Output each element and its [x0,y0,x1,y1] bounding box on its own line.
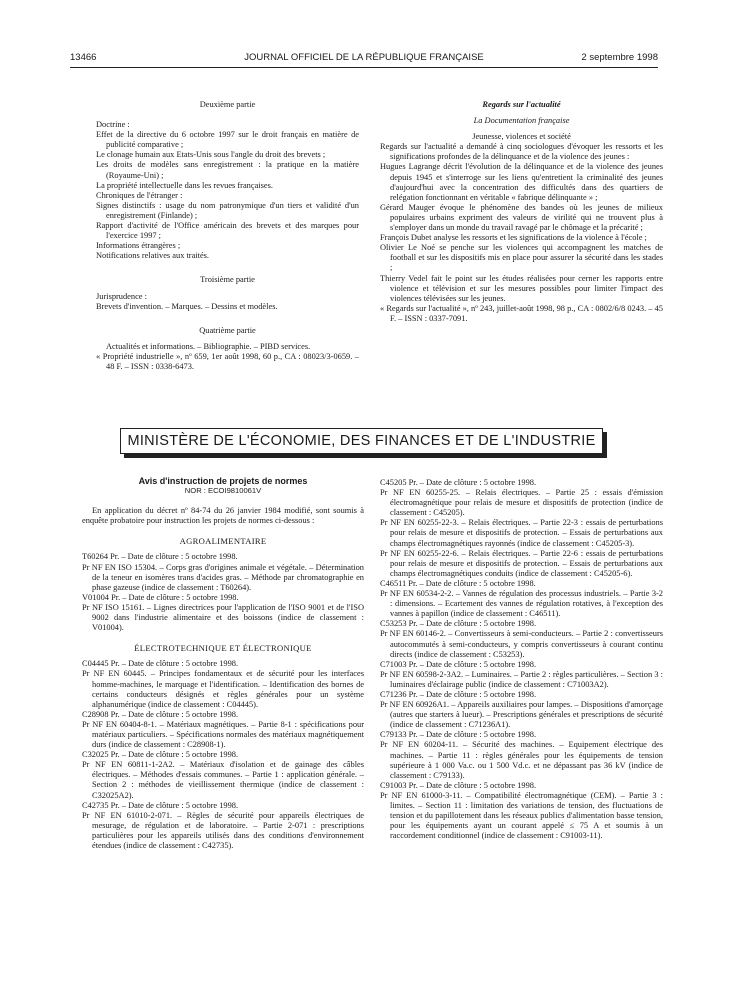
avis-intro: En application du décret nº 84-74 du 26 janvier 1984 modifié, sont soumis à enquête probatoire pour instruction les projets de normes ci-dessous : [82,506,364,526]
list-item: C71003 Pr. – Date de clôture : 5 octobre 1998. [380,659,537,669]
list-item: Pr NF EN 60445. – Principes fondamentaux et de sécurité pour les interfaces homme-machines, le marquage et l'identification. – Identification des bornes de certains conducteurs désignés et règles générales pour un système alphanumérique (indice de classement : C04445). [82,669,364,709]
list-item: C79133 Pr. – Date de clôture : 5 octobre 1998. [380,730,537,740]
list-item: T60264 Pr. – Date de clôture : 5 octobre 1998. [82,552,238,562]
ministry-banner [120,428,607,458]
list-item: Signes distinctifs : usage du nom patronymique d'un tiers et validité d'un enregistrement (Finlande) ; [96,200,359,220]
list-item: C53253 Pr. – Date de clôture : 5 octobre 1998. [380,619,537,629]
paragraph: Gérard Mauger évoque le phénomène des bandes où les jeunes de milieux populaires urbains expriment des valeurs de virilité qui ne trouvent plus à s'employer dans un monde du travail ravagé par le chômage et la précarité ; [380,202,663,233]
topic: Jeunesse, violences et société [472,132,571,142]
page-number: 13466 [70,52,97,63]
list-item: Pr NF EN 61010-2-071. – Règles de sécurité pour appareils électriques de mesurage, de régulation et de laboratoire. – Partie 2-071 : prescriptions particulières pour les appareils utilisés dans des conditions d'environnement étendues (indice de classement : C42735). [82,810,364,850]
publisher: La Documentation française [473,116,570,126]
journal-title: JOURNAL OFFICIEL DE LA RÉPUBLIQUE FRANÇAISE [244,52,484,63]
paragraph: Olivier Le Noé se penche sur les violences qui accompagnent les matches de football et sur les dispositifs mis en place pour assurer la sécurité dans les stades ; [380,243,663,273]
section-title: Regards sur l'actualité [482,100,561,109]
list-item: Brevets d'invention. – Marques. – Dessins et modèles. [96,301,278,311]
list-item: Pr NF EN 60255-25. – Relais électriques. – Partie 25 : essais d'émission électromagnétique pour relais de mesure et dispositifs de protection (indice de classement : C45205). [380,488,663,518]
elec-entries [82,659,364,851]
avis-column [82,476,364,851]
list-item: Pr NF EN 60811-1-2A2. – Matériaux d'isolation et de gainage des câbles électriques. – Méthodes d'essais communes. – Partie 1 : application générale. – Section 2 : méthodes de vieillissement thermique (indice de classement : C32025A2). [82,760,364,800]
standards-column [380,478,663,841]
list-item: Chroniques de l'étranger : [96,190,183,200]
ministry-title: MINISTÈRE DE L'ÉCONOMIE, DES FINANCES ET DE L'INDUSTRIE [120,428,603,454]
list-item: Pr NF EN 60534-2-2. – Vannes de régulation des processus industriels. – Partie 3-2 : dimensions. – Ecartement des vannes de régulation rotatives, à l'exception des vannes à papillon (indice de classement : C46511). [380,589,663,619]
paragraph: Thierry Vedel fait le point sur les études réalisées pour cerner les rapports entre violence et télévision et sur les mesures possibles pour limiter l'impact des violences télévisées sur les jeunes. [380,273,663,303]
list-item: Effet de la directive du 6 octobre 1997 sur le droit français en matière de publicité comparative ; [96,130,359,150]
list-item: C32025 Pr. – Date de clôture : 5 octobre 1998. [82,750,239,760]
part3-title: Troisième partie [200,275,255,285]
issue-date: 2 septembre 1998 [581,52,658,63]
list-item: Pr NF EN 60204-11. – Sécurité des machines. – Equipement électrique des machines. – Partie 11 : règles générales pour les équipements de tension supérieure à 1 000 Va.c. ou 1 500 Vd.c. et ne dépassant pas 36 kV (indice de classement : C79133). [380,740,663,780]
list-item: V01004 Pr. – Date de clôture : 5 octobre 1998. [82,592,239,602]
list-item: Pr NF EN 60255-22-3. – Relais électriques. – Partie 22-3 : essais de perturbations pour relais de mesure et dispositifs de protection. – Essais de perturbations aux champs électromagnétiques rayonnés (indice de classement : C45205-3). [380,518,663,548]
part2-lines [96,120,359,261]
header-rule [70,67,658,68]
list-item: C45205 Pr. – Date de clôture : 5 octobre 1998. [380,478,537,487]
list-item: C46511 Pr. – Date de clôture : 5 octobre 1998. [380,578,536,588]
agro-entries [82,552,364,633]
list-item: C04445 Pr. – Date de clôture : 5 octobre 1998. [82,659,239,669]
list-item: Pr NF EN 60146-2. – Convertisseurs à semi-conducteurs. – Partie 2 : convertisseurs autocommutés à semi-conducteurs, y compris convertisseurs à courant continu directs (indice de classement : C53253). [380,629,663,659]
elec-heading: ÉLECTROTECHNIQUE ET ÉLECTRONIQUE [134,643,312,654]
list-item: C42735 Pr. – Date de clôture : 5 octobre 1998. [82,800,239,810]
list-item: Pr NF EN 60598-2-3A2. – Luminaires. – Partie 2 : règles particulières. – Section 3 : luminaires d'éclairage public (indice de classement : C71003A2). [380,669,663,689]
list-item: Pr NF EN 60404-8-1. – Matériaux magnétiques. – Partie 8-1 : spécifications pour matériaux particuliers. – Spécifications normales des matériaux magnétiquement durs (indice de classement : C28908-1). [82,719,364,750]
part2-title: Deuxième partie [199,100,256,109]
list-item: Pr NF EN 61000-3-11. – Compatibilité électromagnétique (CEM). – Partie 3 : limites. – Section 11 : limitation des variations de tension, des fluctuations de tension et du papillotement dans les réseaux publics d'alimentation basse tension, pour les équipements ayant un courant appelé ≤ 75 A et soumis à un raccordement conditionnel (indice de classement : C91003-11). [380,790,663,841]
nor-reference: NOR : ECOI9810061V [184,486,262,496]
list-item: Pr NF EN 60926A1. – Appareils auxiliaires pour lampes. – Dispositions d'amorçage (autres que starters à lueur). – Prescriptions générales et prescriptions de sécurité (indice de classement : C71236A1). [380,700,663,730]
list-item: Pr NF EN ISO 15304. – Corps gras d'origines animale et végétale. – Détermination de la teneur en isomères trans d'acides gras. – Méthode par chromatographie en phase gazeuse (indice de classement : T60264). [82,562,364,592]
agro-heading: AGROALIMENTAIRE [179,536,267,547]
list-item: Le clonage humain aux Etats-Unis sous l'angle du droit des brevets ; [96,150,326,160]
list-item: C71236 Pr. – Date de clôture : 5 octobre 1998. [380,689,537,699]
list-item: C28908 Pr. – Date de clôture : 5 octobre 1998. [82,709,239,719]
paragraph: François Dubet analyse les ressorts et les significations de la violence à l'école ; [380,233,647,243]
part4-lines [96,342,359,352]
part3-lines [96,292,359,312]
list-item: Pr NF ISO 15161. – Lignes directrices pour l'application de l'ISO 9001 et de l'ISO 9002 dans l'industrie alimentaire et des boissons (indice de classement : V01004). [82,602,364,633]
avis-title: Avis d'instruction de projets de normes [138,476,308,486]
list-item: Les droits de modèles sans enregistrement : la pratique en la matière (Royaume-Uni) ; [96,160,359,180]
right-top-column [380,100,663,324]
citation: « Regards sur l'actualité », nº 243, juillet-août 1998, 98 p., CA : 0802/6/8 0243. – 45 F. – ISSN : 0337-7091. [380,303,663,323]
list-item: Doctrine : [96,120,130,130]
list-item: La propriété intellectuelle dans les revues françaises. [96,180,273,190]
list-item: C91003 Pr. – Date de clôture : 5 octobre 1998. [380,780,537,790]
list-item: Informations étrangères ; [96,241,181,251]
part4-title: Quatrième partie [199,325,256,335]
list-item: Pr NF EN 60255-22-6. – Relais électriques. – Partie 22-6 : essais de perturbations pour relais de mesure et dispositifs de protection. – Essais de perturbations aux champs électromagnétiques conduits (indice de classement : C45205-6). [380,548,663,578]
list-item: Rapport d'activité de l'Office américain des brevets et des marques pour l'exercice 1997 ; [96,221,359,241]
page-header [70,52,658,66]
list-item: Notifications relatives aux traités. [96,251,210,261]
list-item: Actualités et informations. – Bibliographie. – PIBD services. [106,341,311,351]
left-top-column [96,100,359,372]
list-item: Jurisprudence : [96,291,147,301]
citation: « Propriété industrielle », nº 659, 1er août 1998, 60 p., CA : 08023/3-0659. – 48 F. – ISSN : 0338-6473. [96,351,359,371]
paragraph: Hugues Lagrange décrit l'évolution de la délinquance et de la violence des jeunes depuis 1945 et s'interroge sur les liens qu'entretient la criminalité des jeunes d'aujourd'hui avec la concentration des difficultés dans des quartiers de relégation fonctionnant en véritable « fabrique délinquante » ; [380,162,663,202]
paragraph: Regards sur l'actualité a demandé à cinq sociologues d'évoquer les ressorts et les significations profondes de la délinquance et de la violence des jeunes : [380,142,663,162]
